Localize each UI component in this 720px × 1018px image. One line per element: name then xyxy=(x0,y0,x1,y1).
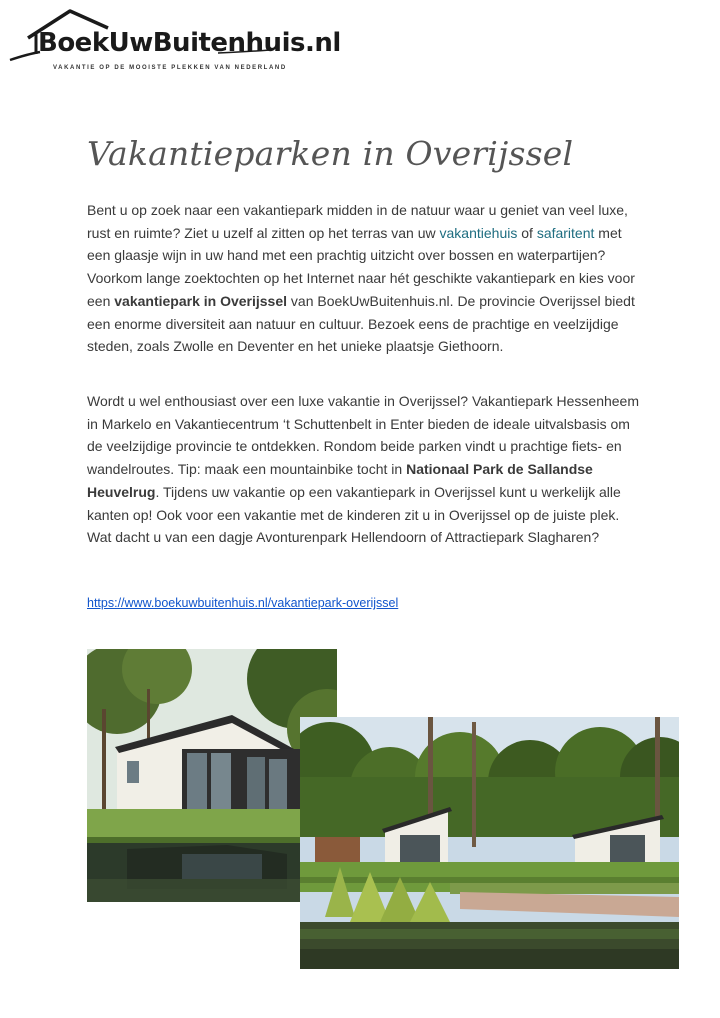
second-paragraph xyxy=(87,390,647,549)
page-url-link[interactable]: https://www.boekuwbuitenhuis.nl/vakantiepark-overijssel xyxy=(87,596,399,610)
vakantiehuis-link[interactable]: vakantiehuis xyxy=(439,224,518,241)
p2-text-2: . Tijdens uw vakantie op een vakantiepark in Overijssel kunt u werkelijk alle kanten op! Ook voor een vakantie met de kinderen zit u in Overijssel op de juiste plek. Wat dacht u van een dagje Avonturenpark Hellendoorn of Attractiepark Slagharen? xyxy=(87,483,621,546)
p1-text-1: Bent u op zoek naar een vakantiepark midden in de natuur waar u geniet van veel luxe, rust en ruimte? Ziet u uzelf al zitten op het terras van uw xyxy=(87,202,628,241)
intro-paragraph xyxy=(87,199,647,358)
park-photo-2 xyxy=(300,717,679,969)
p2-text-1: Wordt u wel enthousiast over een luxe vakantie in Overijssel? Vakantiepark Hessenheem in Markelo en Vakantiecentrum ‘t Schuttenbelt in Enter bieden de ideale uitvalsbasis om de veelzijdige provincie te ontdekken. Rondom beide parken vindt u prachtige fiets- en wandelroutes. Tip: maak een mountainbike tocht in xyxy=(87,393,639,478)
logo-tagline: VAKANTIE OP DE MOOISTE PLEKKEN VAN NEDERLAND xyxy=(53,65,287,71)
p1-text-2: of xyxy=(517,224,537,241)
p2-bold-keyword: Nationaal Park de Sallandse Heuvelrug xyxy=(87,461,593,500)
site-logo[interactable] xyxy=(8,8,341,74)
p1-bold-keyword: vakantiepark in Overijssel xyxy=(114,292,288,309)
page-title: Vakantieparken in Overijssel xyxy=(87,134,574,173)
p1-text-4: van BoekUwBuitenhuis.nl. De provincie Overijssel biedt een enorme diversiteit aan natuur en cultuur. Bezoek eens de prachtige en veelzijdige steden, zoals Zwolle en Deventer en het unieke plaatsje Giethoorn. xyxy=(87,292,635,355)
p1-text-3: met een glaasje wijn in uw hand met een prachtig uitzicht over bossen en waterpartijen? Voorkom lange zoektochten op het Internet naar hét geschikte vakantiepark en kies voor een xyxy=(87,224,635,309)
logo-text: BoekUwBuitenhuis.nl xyxy=(38,28,341,58)
safaritent-link[interactable]: safaritent xyxy=(536,224,595,241)
